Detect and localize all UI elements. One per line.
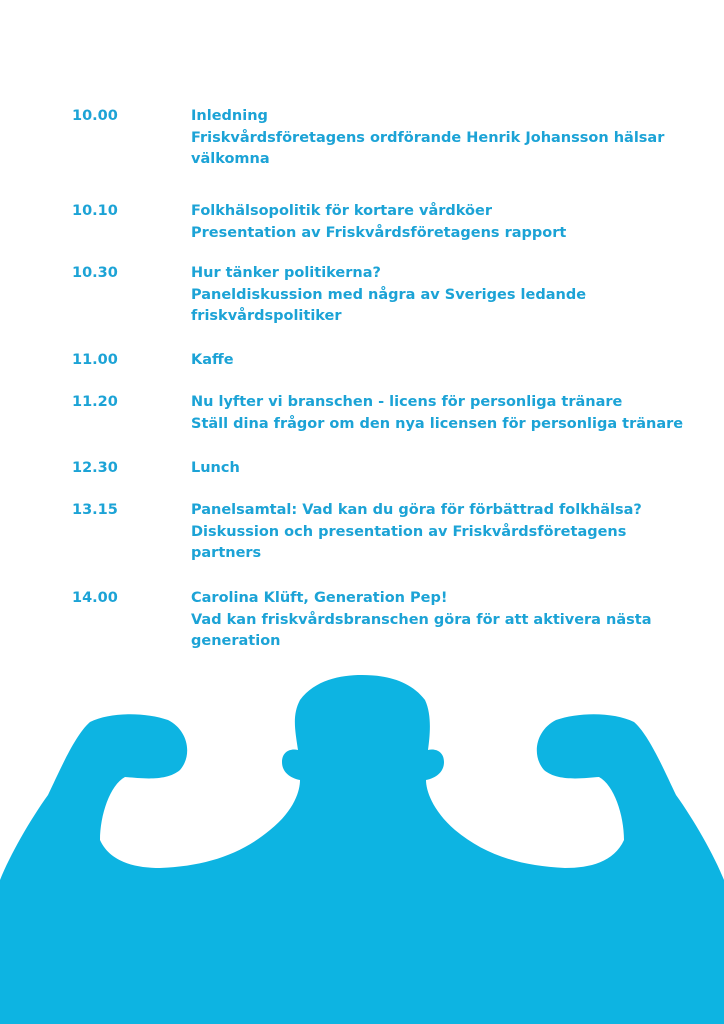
agenda-time: 10.10 xyxy=(72,203,118,219)
agenda-time: 11.00 xyxy=(72,352,118,368)
agenda-time: 12.30 xyxy=(72,460,118,476)
agenda-title: Panelsamtal: Vad kan du göra för förbättrad folkhälsa? xyxy=(191,502,642,518)
agenda-title: Lunch xyxy=(191,460,240,476)
agenda-time: 10.00 xyxy=(72,108,118,124)
agenda-time: 10.30 xyxy=(72,265,118,281)
agenda-description: Ställ dina frågor om den nya licensen för personliga tränare xyxy=(191,415,684,432)
agenda-description: Presentation av Friskvårdsföretagens rapport xyxy=(191,224,567,241)
agenda-title: Nu lyfter vi branschen - licens för personliga tränare xyxy=(191,394,623,410)
agenda-title: Carolina Klüft, Generation Pep! xyxy=(191,590,448,606)
agenda-title: Folkhälsopolitik för kortare vårdköer xyxy=(191,203,492,219)
agenda-description: Friskvårdsföretagens ordförande Henrik Johansson hälsar välkomna xyxy=(191,129,665,167)
agenda-time: 13.15 xyxy=(72,502,118,518)
agenda-title: Inledning xyxy=(191,108,268,124)
agenda-time: 14.00 xyxy=(72,590,118,606)
agenda-description: Paneldiskussion med några av Sveriges ledande friskvårdspolitiker xyxy=(191,286,587,324)
agenda-title: Kaffe xyxy=(191,352,234,368)
agenda-time: 11.20 xyxy=(72,394,118,410)
agenda-description: Vad kan friskvårdsbranschen göra för att aktivera nästa generation xyxy=(191,611,652,649)
silhouette-shape xyxy=(0,675,724,1024)
agenda-description: Diskussion och presentation av Friskvårdsföretagens partners xyxy=(191,523,627,561)
agenda-title: Hur tänker politikerna? xyxy=(191,265,381,281)
